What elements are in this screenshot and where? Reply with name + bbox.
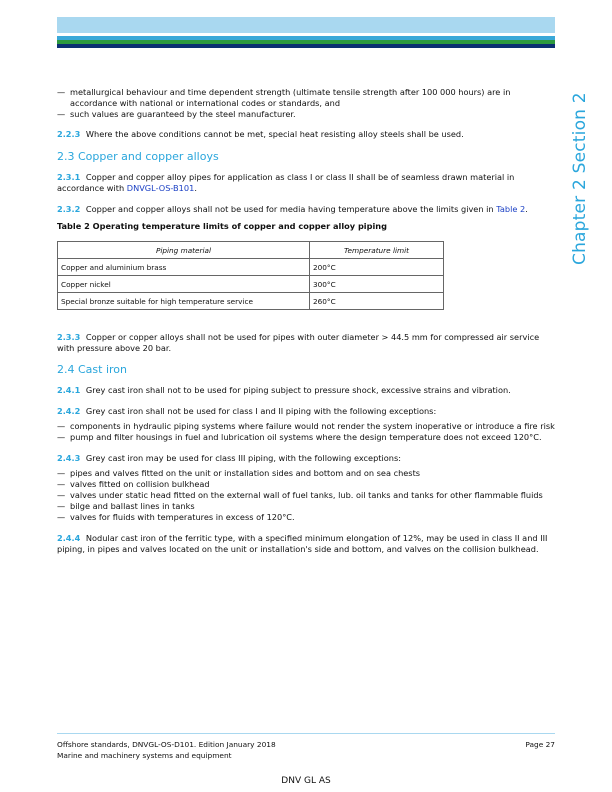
paragraph-2-2-3: [57, 129, 555, 140]
paragraph-2-4-3: [57, 453, 555, 464]
bullet-dash: —: [57, 468, 66, 478]
header-stripe-navy: [57, 44, 555, 48]
clause-number: 2.4.4: [57, 533, 81, 543]
list-item-text: components in hydraulic piping systems where failure would not render the system inoperative or introduce a fire risk: [70, 421, 555, 431]
clause-number: 2.3.1: [57, 172, 81, 182]
table-header-row: [58, 242, 444, 259]
list-item: [57, 501, 555, 512]
paragraph-2-4-1: [57, 385, 555, 396]
list-item: [57, 109, 555, 120]
clause-number: 2.3.2: [57, 204, 81, 214]
page-content: [57, 87, 555, 555]
list-item: [57, 512, 555, 523]
table-cell: Copper nickel: [58, 276, 310, 293]
company-name: DNV GL AS: [281, 776, 331, 786]
heading-2-3: 2.3 Copper and copper alloys: [57, 150, 219, 163]
list-item-text: valves fitted on collision bulkhead: [70, 479, 210, 489]
table-cell: Copper and aluminium brass: [58, 259, 310, 276]
table-cell: 260°C: [310, 293, 444, 310]
chapter-section-label: Chapter 2 Section 2: [570, 92, 590, 265]
paragraph-text: Nodular cast iron of the ferritic type, with a specified minimum elongation of 12%, may be used in class II and III piping, in pipes and valves located on the unit or installation's side and bottom, and valves on the collision bulkhead.: [57, 533, 548, 554]
bullet-dash: —: [57, 421, 66, 431]
page-number: Page 27: [525, 740, 555, 749]
paragraph-text: Grey cast iron shall not be used for class I and II piping with the following exceptions:: [85, 406, 437, 416]
bullet-dash: —: [57, 490, 66, 500]
list-item: [57, 432, 555, 443]
paragraph-2-4-4: [57, 533, 555, 555]
list-item: [57, 87, 555, 109]
clause-number: 2.3.3: [57, 332, 81, 342]
clause-number: 2.4.2: [57, 406, 81, 416]
footer-standard-title: Offshore standards, DNVGL-OS-D101. Edition January 2018: [57, 740, 276, 749]
bullet-dash: —: [57, 432, 66, 442]
column-header: Temperature limit: [310, 242, 444, 259]
clause-number: 2.4.1: [57, 385, 81, 395]
list-item: [57, 421, 555, 432]
list-item-text: such values are guaranteed by the steel manufacturer.: [70, 109, 296, 119]
column-header: Piping material: [58, 242, 310, 259]
table-cell: 200°C: [310, 259, 444, 276]
footer-divider: [57, 733, 555, 734]
list-item-text: valves under static head fitted on the external wall of fuel tanks, lub. oil tanks and tanks for other flammable fluids: [70, 490, 543, 500]
paragraph-2-3-3: [57, 332, 555, 354]
bullet-dash: —: [57, 87, 66, 97]
footer-subtitle: Marine and machinery systems and equipment: [57, 751, 232, 760]
paragraph-tail: .: [525, 204, 528, 214]
paragraph-text: Copper and copper alloys shall not be used for media having temperature above the limits given in: [85, 204, 497, 214]
table-link[interactable]: Table 2: [496, 204, 526, 214]
paragraph-2-4-2: [57, 406, 555, 417]
clause-number: 2.2.3: [57, 129, 81, 139]
bullet-dash: —: [57, 479, 66, 489]
paragraph-tail: .: [194, 183, 197, 193]
heading-2-4: 2.4 Cast iron: [57, 363, 127, 376]
paragraph-text: Grey cast iron shall not to be used for piping subject to pressure shock, excessive strains and vibration.: [85, 385, 511, 395]
list-item-text: bilge and ballast lines in tanks: [70, 501, 195, 511]
paragraph-2-3-2: [57, 204, 555, 215]
standard-link[interactable]: DNVGL-OS-B101: [126, 183, 195, 193]
paragraph-text: Grey cast iron may be used for class III piping, with the following exceptions:: [85, 453, 401, 463]
list-item-text: metallurgical behaviour and time dependent strength (ultimate tensile strength after 100 000 hours) are in accordance with national or international codes or standards, and: [70, 87, 511, 108]
list-item-text: pipes and valves fitted on the unit or installation sides and bottom and on sea chests: [70, 468, 421, 478]
paragraph-text: Copper and copper alloy pipes for application as class I or class II shall be of seamless drawn material in accordance with: [57, 172, 515, 193]
table-row: [58, 293, 444, 310]
table-cell: 300°C: [310, 276, 444, 293]
list-item-text: valves for fluids with temperatures in excess of 120°C.: [70, 512, 295, 522]
bullet-dash: —: [57, 512, 66, 522]
list-item: [57, 479, 555, 490]
paragraph-text: Where the above conditions cannot be met, special heat resisting alloy steels shall be used.: [85, 129, 464, 139]
clause-number: 2.4.3: [57, 453, 81, 463]
table-caption: Table 2 Operating temperature limits of copper and copper alloy piping: [57, 221, 387, 231]
list-item: [57, 490, 555, 501]
list-item-text: pump and filter housings in fuel and lubrication oil systems where the design temperature does not exceed 120°C.: [70, 432, 542, 442]
header-band-light: [57, 17, 555, 33]
bullet-dash: —: [57, 501, 66, 511]
temperature-limits-table: [57, 241, 444, 310]
list-item: [57, 468, 555, 479]
page-footer: [57, 739, 555, 761]
table-row: [58, 276, 444, 293]
table-cell: Special bronze suitable for high temperature service: [58, 293, 310, 310]
paragraph-text: Copper or copper alloys shall not be used for pipes with outer diameter > 44.5 mm for compressed air service with pressure above 20 bar.: [57, 332, 540, 353]
paragraph-2-3-1: [57, 172, 555, 194]
table-row: [58, 259, 444, 276]
bullet-dash: —: [57, 109, 66, 119]
